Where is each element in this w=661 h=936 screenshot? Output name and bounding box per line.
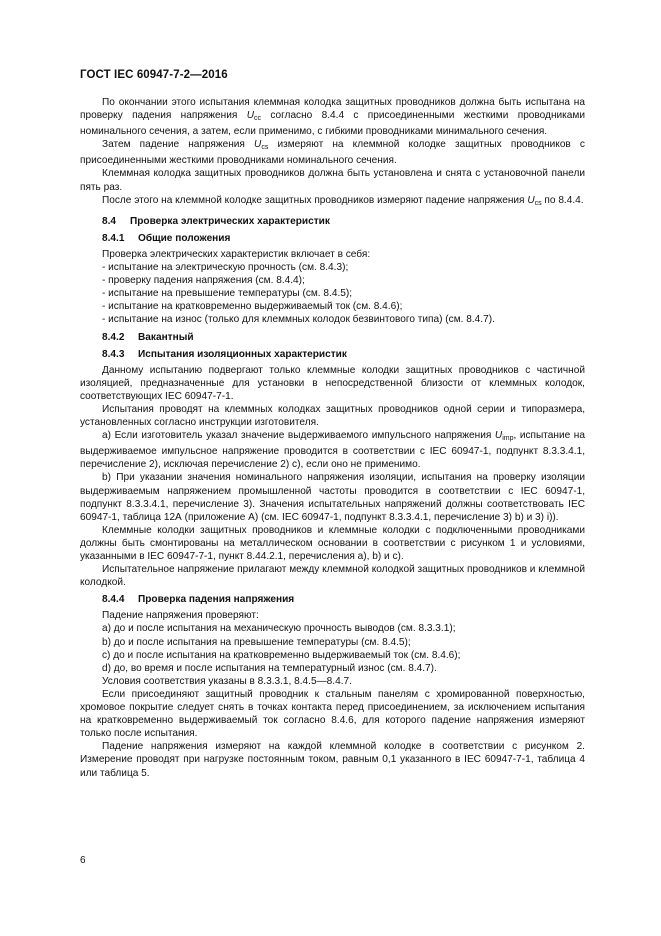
page-body: [80, 96, 585, 780]
symbol-u: U: [246, 110, 254, 122]
paragraph-text: , испытание на выдерживаемое импульсное напряжение проводится в соответствии с IEC 60947-1, подпункт 8.3.3.4.1, перечисление 2), исключая перечисление 2) с), если оно не применимо.: [80, 430, 585, 471]
paragraph-text: Затем падение напряжения: [102, 139, 255, 151]
list-item: d) до, во время и после испытания на температурный износ (см. 8.4.7).: [102, 662, 437, 674]
paragraph-item-a: [80, 429, 585, 471]
list-item: - испытание на превышение температуры (см. 8.4.5);: [102, 288, 353, 300]
paragraph: Если присоединяют защитный проводник к стальным панелям с хромированной поверхностью, хромовое покрытие следует снять в точках контакта перед присоединением, за исключением испытания на кратковременно выдерживаемый ток согласно 8.4.6, для которого падение напряжения измеряют только после испытания.: [80, 688, 585, 740]
paragraph-after-test: [80, 96, 585, 138]
paragraph-text: по 8.4.4.: [541, 194, 584, 206]
section-heading-8-4-1: [80, 232, 585, 245]
section-title: Вакантный: [138, 331, 194, 343]
paragraph-intro: Проверка электрических характеристик включает в себя:: [102, 248, 371, 260]
symbol-u: U: [254, 139, 262, 151]
section-number: 8.4.1: [102, 232, 125, 244]
subscript-cs: cs: [261, 144, 269, 152]
subscript-cs: cs: [534, 199, 542, 207]
symbol-u: U: [527, 194, 535, 206]
list-item: - испытание на износ (только для клеммных колодок безвинтового типа) (см. 8.4.7).: [102, 314, 495, 326]
section-title: Проверка падения напряжения: [138, 594, 295, 606]
subscript-cc: cc: [253, 115, 261, 123]
section-number: 8.4.4: [102, 594, 125, 606]
subscript-imp: imp: [502, 435, 514, 443]
paragraph-then-drop: [80, 138, 585, 167]
paragraph-item-b: b) При указании значения номинального напряжения изоляции, испытания на проверку изоляции выдерживаемым напряжением промышленной частоты проводится в соответствии с IEC 60947-1, подпункт 8.3.3.4.1, перечисление 3). Значения испытательных напряжений должны соответствовать IEC 60947-1, таблица 12А (приложение А) (см. IEC 60947-1, подпункт 8.3.3.4.1, перечисление 3) b) и 3) i)).: [80, 472, 585, 523]
list-item: - проверку падения напряжения (см. 8.4.4);: [102, 275, 305, 287]
section-title: Проверка электрических характеристик: [130, 215, 330, 227]
paragraph: Падение напряжения измеряют на каждой клеммной колодке в соответствии с рисунком 2. Измерение проводят при нагрузке постоянным током, равным 0,1 указанного в IEC 60947-7-1, таблица 4 или таблица 5.: [80, 741, 585, 779]
section-number: 8.4: [102, 215, 117, 227]
paragraph-text: По окончании этого испытания клеммная колодка защитных проводников должна быть испытана на проверку падения напряжения: [80, 97, 585, 122]
paragraph: Испытательное напряжение прилагают между клеммной колодкой защитных проводников и клеммной колодкой.: [80, 564, 585, 589]
list-item: - испытание на кратковременно выдерживаемый ток (см. 8.4.6);: [102, 301, 403, 313]
paragraph-text: согласно 8.4.4 с присоединенными жесткими проводниками номинального сечения, а затем, если применимо, с гибкими проводниками минимального сечения.: [80, 110, 585, 138]
paragraph-install-remove: Клеммная колодка защитных проводников должна быть установлена и снята с установочной панели пять раз.: [80, 168, 585, 193]
section-number: 8.4.2: [102, 331, 125, 343]
paragraph: Испытания проводят на клеммных колодках защитных проводников одной серии и типоразмера, установленных согласно инструкции изготовителя.: [80, 403, 585, 429]
paragraph-text: После этого на клеммной колодке защитных проводников измеряют падение напряжения: [102, 194, 528, 206]
paragraph-after-that: [80, 194, 585, 210]
page-number: 6: [80, 855, 86, 866]
list-item: - испытание на электрическую прочность (см. 8.4.3);: [102, 262, 349, 274]
section-heading-8-4-2: [80, 331, 585, 344]
symbol-u: U: [494, 430, 503, 442]
section-title: Общие положения: [138, 232, 231, 244]
section-heading-8-4-3: [80, 348, 585, 361]
section-heading-8-4: [80, 215, 585, 228]
list-item: а) до и после испытания на механическую прочность выводов (см. 8.3.3.1);: [102, 623, 456, 635]
section-title: Испытания изоляционных характеристик: [138, 348, 347, 360]
paragraph-intro: Падение напряжения проверяют:: [102, 610, 259, 622]
paragraph: Клеммные колодки защитных проводников и клеммные колодки с подключенными проводниками должны быть смонтированы на металлическом основании в соответствии с рисунком 1 и условиями, указанными в IEC 60947-7-1, пункт 8.44.2.1, перечисления а), b) и с).: [80, 524, 585, 562]
list-item: b) до и после испытания на превышение температуры (см. 8.4.5);: [102, 636, 411, 648]
paragraph-text: измеряют на клеммной колодке защитных проводников с присоединенными жесткими проводниками номинального сечения.: [80, 139, 585, 167]
section-heading-8-4-4: [80, 593, 585, 606]
paragraph: Условия соответствия указаны в 8.3.3.1, 8.4.5—8.4.7.: [102, 675, 352, 687]
document-header: ГОСТ IEC 60947-7-2—2016: [80, 69, 228, 81]
paragraph: Данному испытанию подвергают только клеммные колодки защитных проводников с частичной изоляцией, предназначенные для установки в непосредственной близости от клеммных колодок, соответствующих IEC 60947-7-1.: [80, 364, 585, 402]
list-item: с) до и после испытания на кратковременно выдерживаемый ток (см. 8.4.6);: [102, 649, 461, 661]
paragraph-text: а) Если изготовитель указал значение выдерживаемого импульсного напряжения: [102, 430, 495, 442]
section-number: 8.4.3: [102, 348, 125, 360]
